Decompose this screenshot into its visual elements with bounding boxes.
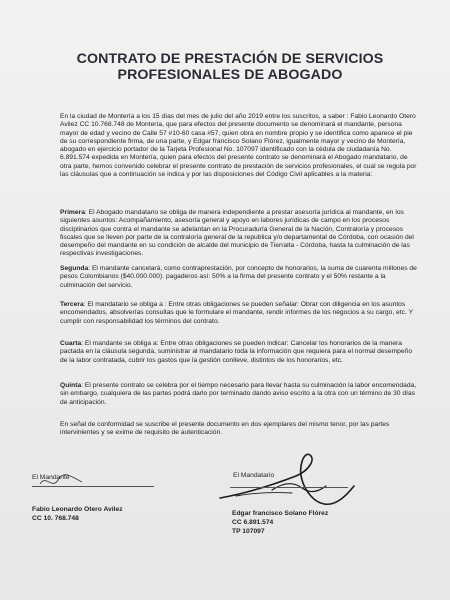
mandatario-name: Edgar francisco Solano Flórez bbox=[232, 510, 329, 517]
mandatario-signature-line bbox=[230, 487, 348, 488]
clause-text: : El mandante se obliga a: Entre otras obligaciones se pueden indicar: Cancelar los honorarios de la manera pactada en la cláusula segunda, suministrar al mandatario toda la información que requiera para el normal desempeño de la labor contratada, cubrir los gastos que la gestión conlleve, distintos de los honorarios, etc. bbox=[60, 340, 413, 364]
clause-segunda bbox=[60, 265, 418, 290]
mandante-role: El Mandante bbox=[32, 474, 70, 481]
clause-text: : El presente contrato se celebra por el tiempo necesario para llevar hasta su culminación la labor encomendada, sin embargo, cualquiera de las partes podrá darlo por terminado dando aviso escrito a la otra con un término de 30 días de anticipación. bbox=[60, 382, 417, 406]
mandante-id: CC 10. 768.748 bbox=[32, 515, 79, 522]
mandante-name: Fabio Leonardo Otero Avilez bbox=[32, 506, 123, 513]
clause-text: : El Abogado mandatario se obliga de manera independiente a prestar asesoría jurídica al mandante, en los siguientes asuntos: Acompañamiento, asesoría general y apoyo en labores jurídicas de campo en los procesos disciplinarios que contra el mandante se adelantan en la Procuraduría General de la Nación, Contraloría y procesos fiscales que se lleven por parte de la contraloría general de la republica y/o departamental de Córdoba, con ocasión del desempeño del mandante en su condición de alcalde del municipio de Tierralta - Córdoba, hasta la culminación de las respectivas investigaciones. bbox=[60, 209, 414, 258]
mandatario-id: CC 6.891.574 bbox=[232, 519, 274, 526]
clause-label: Segunda bbox=[60, 265, 89, 272]
clause-label: Tercera bbox=[60, 301, 84, 308]
document-title bbox=[40, 52, 420, 83]
clause-cuarta bbox=[60, 340, 418, 365]
closing-text: En señal de conformidad se suscribe el presente documento en dos ejemplares del mismo tenor, por las partes intervinientes y se exime de requisito de autenticación. bbox=[60, 421, 390, 437]
mandatario-role: El Mandatario bbox=[233, 472, 275, 479]
clause-text: : El mandante cancelará, como contraprestación, por concepto de honorarios, la suma de cuarenta millones de pesos Colombianos ($40.000.000). pagaderos así: 50% a la firma del presente contrato y el 50% restante a la culminación del servicio. bbox=[60, 265, 417, 289]
clause-label: Quinta bbox=[60, 382, 82, 389]
clause-label: Primera bbox=[60, 209, 85, 216]
mandatario-handwritten-signature-icon bbox=[212, 446, 362, 516]
clause-quinta bbox=[60, 382, 418, 407]
intro-text: En la ciudad de Montería a los 15 días del mes de julio del año 2019 entre los suscritos, a saber : Fabio Leonardo Otero Avilez CC 10.768.748 de Montería, que para efectos del presente documento se denominará el mandante, persona mayor de edad y vecino de Calle 57 #10-60 casa #57, quien obra en nombre propio y se identifica como aparece el pie de su correspondiente firma, de una parte, y Edgar francisco Solano Flórez, igualmente mayor y vecino de Montería, abogado en ejercicio portador de la Tarjeta Profesional No. 107097 identificado con la cédula de ciudadanía No. 6.891.574 expedida en Montería, quien para efectos del presente contrato se denominará el Abogado mandatario, de otra parte, hemos convenido celebrar el presente contrato de prestación de servicios profesionales, el cual se regula por las cláusulas que a continuación se indica y por las disposiciones del Código Civil aplicables a la materia: bbox=[60, 113, 417, 179]
mandante-signature-line bbox=[32, 486, 154, 487]
clause-text: : El mandatario se obliga a : Entre otras obligaciones se pueden señalar: Obrar con diligencia en los asuntos encomendados, absolverías consultas que le formulare el mandante, rendir informes de los negocios a su cargo, etc. Y cumplir con responsabilidad los términos del contrato. bbox=[60, 301, 413, 325]
clause-label: Cuarta bbox=[60, 340, 82, 347]
mandatario-tp: TP 107097 bbox=[232, 528, 265, 535]
mandante-signature-scribble-icon bbox=[36, 470, 86, 492]
closing-paragraph bbox=[60, 421, 418, 438]
clause-tercera bbox=[60, 301, 418, 326]
title-line-2: PROFESIONALES DE ABOGADO bbox=[117, 66, 343, 83]
title-line-1: CONTRATO DE PRESTACIÓN DE SERVICIOS bbox=[76, 51, 384, 67]
clause-primera bbox=[60, 209, 418, 259]
intro-paragraph bbox=[60, 113, 418, 179]
